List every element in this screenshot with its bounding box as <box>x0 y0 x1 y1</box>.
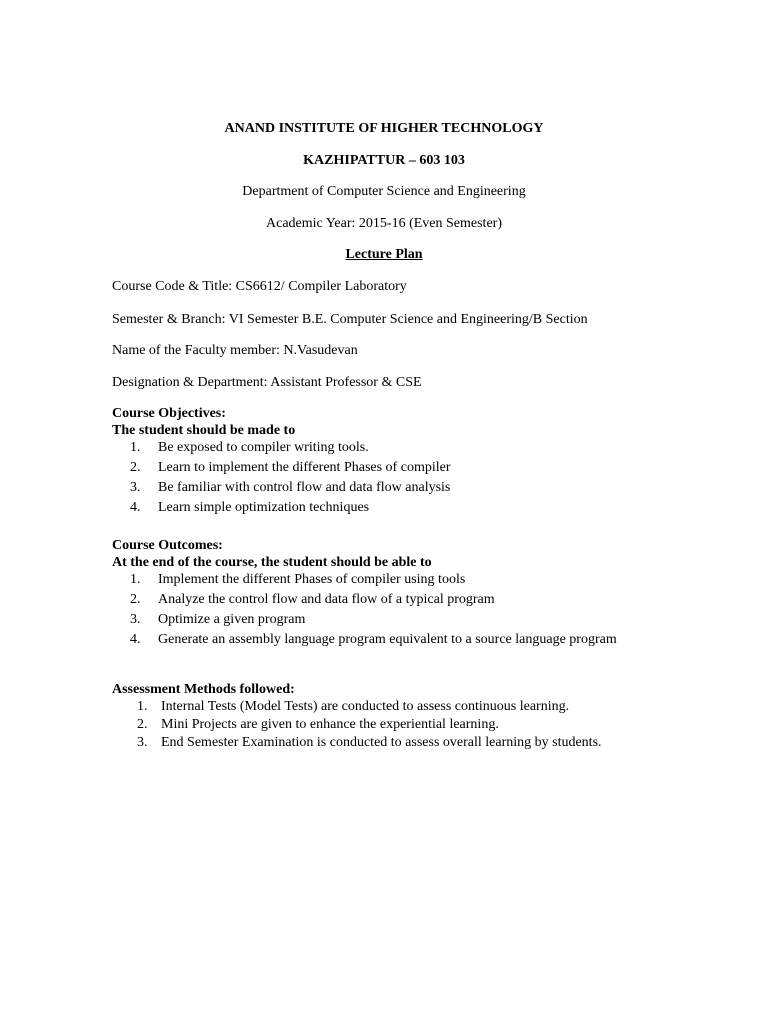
assessment-heading: Assessment Methods followed: <box>112 682 295 697</box>
list-text: End Semester Examination is conducted to assess overall learning by students. <box>161 735 602 750</box>
list-number: 4. <box>130 500 141 515</box>
list-item <box>0 459 768 479</box>
list-text: Learn to implement the different Phases of compiler <box>158 460 451 475</box>
list-number: 4. <box>130 632 141 647</box>
course-code-title: Course Code & Title: CS6612/ Compiler Laboratory <box>112 279 407 294</box>
list-item <box>0 439 768 459</box>
list-number: 3. <box>137 735 148 750</box>
list-text: Be familiar with control flow and data flow analysis <box>158 480 451 495</box>
list-text: Be exposed to compiler writing tools. <box>158 440 369 455</box>
list-number: 3. <box>130 612 141 627</box>
list-item <box>0 716 768 734</box>
list-number: 2. <box>130 460 141 475</box>
outcomes-subheading: At the end of the course, the student should be able to <box>112 555 432 570</box>
list-text: Implement the different Phases of compiler using tools <box>158 572 466 587</box>
objectives-list <box>0 439 768 519</box>
list-item <box>0 479 768 499</box>
list-number: 3. <box>130 480 141 495</box>
list-text: Optimize a given program <box>158 612 306 627</box>
institute-address: KAZHIPATTUR – 603 103 <box>303 153 465 168</box>
list-number: 1. <box>137 699 148 714</box>
list-item <box>0 631 768 651</box>
list-text: Learn simple optimization techniques <box>158 500 370 515</box>
list-number: 1. <box>130 440 141 455</box>
faculty-name: Name of the Faculty member: N.Vasudevan <box>112 343 358 358</box>
list-item <box>0 591 768 611</box>
objectives-heading: Course Objectives: <box>112 406 226 421</box>
list-item <box>0 571 768 591</box>
department-name: Department of Computer Science and Engineering <box>242 184 526 199</box>
document-title: Lecture Plan <box>345 247 423 262</box>
outcomes-list <box>0 571 768 651</box>
list-item <box>0 698 768 716</box>
list-item <box>0 611 768 631</box>
list-number: 1. <box>130 572 141 587</box>
outcomes-heading: Course Outcomes: <box>112 538 223 553</box>
list-item <box>0 499 768 519</box>
list-text: Mini Projects are given to enhance the experiential learning. <box>161 717 499 732</box>
assessment-list <box>0 698 768 752</box>
objectives-subheading: The student should be made to <box>112 423 296 438</box>
list-item <box>0 734 768 752</box>
list-number: 2. <box>137 717 148 732</box>
semester-branch: Semester & Branch: VI Semester B.E. Computer Science and Engineering/B Section <box>112 312 588 327</box>
institute-name: ANAND INSTITUTE OF HIGHER TECHNOLOGY <box>224 121 544 136</box>
academic-year: Academic Year: 2015-16 (Even Semester) <box>266 216 502 231</box>
designation-department: Designation & Department: Assistant Professor & CSE <box>112 375 422 390</box>
list-text: Analyze the control flow and data flow of a typical program <box>158 592 495 607</box>
list-number: 2. <box>130 592 141 607</box>
list-text: Generate an assembly language program equivalent to a source language program <box>158 632 617 647</box>
list-text: Internal Tests (Model Tests) are conducted to assess continuous learning. <box>161 699 570 714</box>
